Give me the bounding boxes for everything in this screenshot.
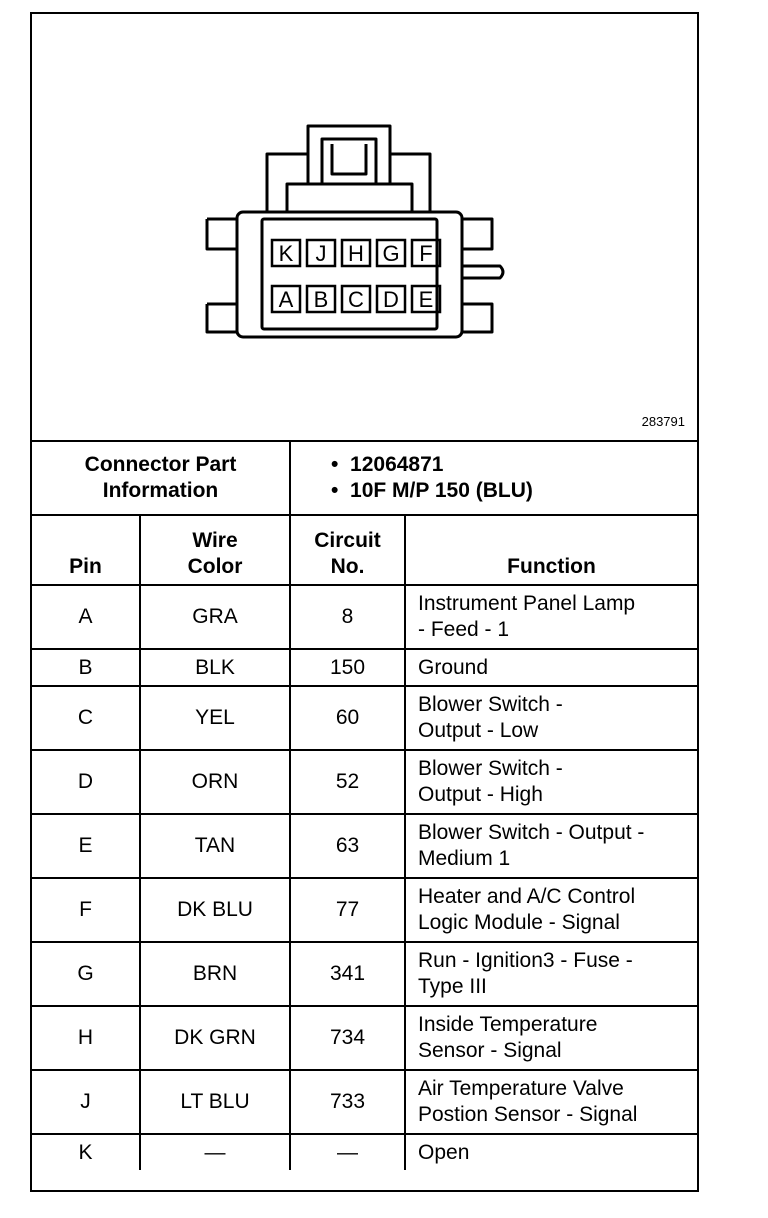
function-line1: Ground — [418, 655, 489, 679]
header-wire-color-line1: Wire — [192, 529, 238, 552]
header-circuit-line1: Circuit — [314, 529, 381, 552]
wire-color-cell: BRN — [140, 942, 290, 1006]
table-row — [32, 942, 697, 1006]
circuit-cell: 63 — [290, 814, 405, 878]
wire-color-cell: DK GRN — [140, 1006, 290, 1070]
pin-label-d: D — [383, 287, 399, 312]
circuit-cell: — — [290, 1134, 405, 1170]
function-line1: Air Temperature Valve — [418, 1077, 624, 1100]
circuit-cell: 733 — [290, 1070, 405, 1134]
pin-cell: K — [32, 1134, 140, 1170]
function-line2: Postion Sensor - Signal — [418, 1103, 638, 1126]
function-cell — [405, 686, 697, 750]
pin-cell: G — [32, 942, 140, 1006]
pin-cell: B — [32, 649, 140, 686]
function-line1: Run - Ignition3 - Fuse - — [418, 949, 633, 972]
connector-description-text: 10F M/P 150 (BLU) — [350, 479, 533, 502]
wire-color-cell: TAN — [140, 814, 290, 878]
function-line1: Instrument Panel Lamp — [418, 592, 636, 615]
tab-right-upper — [462, 219, 492, 249]
pin-cell: F — [32, 878, 140, 942]
wire-color-cell: DK BLU — [140, 878, 290, 942]
function-cell — [405, 814, 697, 878]
connector-info-label-line2: Information — [102, 479, 219, 502]
tab-right-lower — [462, 304, 492, 332]
pin-cell: A — [32, 585, 140, 649]
table-row — [32, 1134, 697, 1170]
header-wire-color-line2: Color — [187, 555, 243, 578]
pin-cell: C — [32, 686, 140, 750]
function-line2: Sensor - Signal — [418, 1039, 562, 1062]
function-cell — [405, 878, 697, 942]
circuit-cell: 8 — [290, 585, 405, 649]
function-line1: Blower Switch - — [418, 757, 563, 780]
figure-number: 283791 — [641, 414, 685, 429]
table-row — [32, 1006, 697, 1070]
table-body — [32, 585, 697, 1170]
connector-sheet — [30, 12, 699, 1192]
function-line2: Output - Low — [418, 719, 539, 742]
wire-color-cell: — — [140, 1134, 290, 1170]
function-line2: Medium 1 — [418, 847, 511, 870]
function-cell — [405, 750, 697, 814]
part-number-text: 12064871 — [350, 453, 444, 476]
function-line1: Blower Switch - Output - — [418, 821, 645, 844]
wire-color-cell: BLK — [140, 649, 290, 686]
pin-label-f: F — [419, 241, 433, 266]
pin-cell: J — [32, 1070, 140, 1134]
pin-label-c: C — [348, 287, 364, 312]
wire-color-cell: YEL — [140, 686, 290, 750]
circuit-cell: 150 — [290, 649, 405, 686]
function-cell — [405, 1006, 697, 1070]
circuit-cell: 77 — [290, 878, 405, 942]
pin-cell: E — [32, 814, 140, 878]
wire-color-cell: LT BLU — [140, 1070, 290, 1134]
function-line1: Open — [418, 1140, 470, 1164]
table-row — [32, 649, 697, 686]
function-cell — [405, 649, 697, 686]
tab-left-lower — [207, 304, 237, 332]
tab-right-key — [462, 266, 503, 278]
function-line2: Type III — [418, 975, 487, 998]
table-row — [32, 1070, 697, 1134]
wire-color-cell: GRA — [140, 585, 290, 649]
function-line2: Output - High — [418, 783, 543, 806]
header-wire-color — [140, 515, 290, 585]
function-cell — [405, 1070, 697, 1134]
pin-label-j: J — [315, 241, 327, 266]
bullet-icon: • — [331, 453, 339, 476]
table-row — [32, 686, 697, 750]
pin-cell: D — [32, 750, 140, 814]
latch-inner — [322, 139, 376, 184]
table-header-row — [32, 515, 697, 585]
pin-label-b: B — [313, 287, 329, 312]
function-cell — [405, 942, 697, 1006]
header-function: Function — [405, 515, 697, 585]
function-line1: Inside Temperature — [418, 1013, 598, 1036]
circuit-cell: 341 — [290, 942, 405, 1006]
function-cell — [405, 585, 697, 649]
connector-description — [331, 478, 697, 504]
connector-info-value — [290, 441, 697, 515]
function-line2: Logic Module - Signal — [418, 911, 620, 934]
wire-color-cell: ORN — [140, 750, 290, 814]
header-pin: Pin — [32, 515, 140, 585]
pin-label-g: G — [382, 241, 400, 266]
connector-illustration — [32, 14, 697, 440]
connector-info-row — [32, 441, 697, 515]
pin-label-e: E — [418, 287, 434, 312]
table-row — [32, 878, 697, 942]
table-row — [32, 585, 697, 649]
circuit-cell: 734 — [290, 1006, 405, 1070]
function-cell — [405, 1134, 697, 1170]
header-circuit — [290, 515, 405, 585]
bullet-icon: • — [331, 479, 339, 502]
connector-info-label — [32, 441, 290, 515]
pin-label-k: K — [278, 241, 294, 266]
pin-label-h: H — [348, 241, 364, 266]
part-number — [331, 452, 697, 478]
table-row — [32, 814, 697, 878]
function-line2: - Feed - 1 — [418, 618, 510, 641]
connector-table — [32, 440, 697, 1170]
header-circuit-line2: No. — [330, 555, 365, 578]
housing-body — [237, 212, 462, 337]
circuit-cell: 60 — [290, 686, 405, 750]
table-row — [32, 750, 697, 814]
function-line1: Blower Switch - — [418, 693, 563, 716]
circuit-cell: 52 — [290, 750, 405, 814]
connector-info-label-line1: Connector Part — [84, 453, 237, 476]
pin-cell: H — [32, 1006, 140, 1070]
function-line1: Heater and A/C Control — [418, 885, 636, 908]
tab-left-upper — [207, 219, 237, 249]
connector-drawing — [32, 14, 697, 440]
pin-label-a: A — [278, 287, 294, 312]
